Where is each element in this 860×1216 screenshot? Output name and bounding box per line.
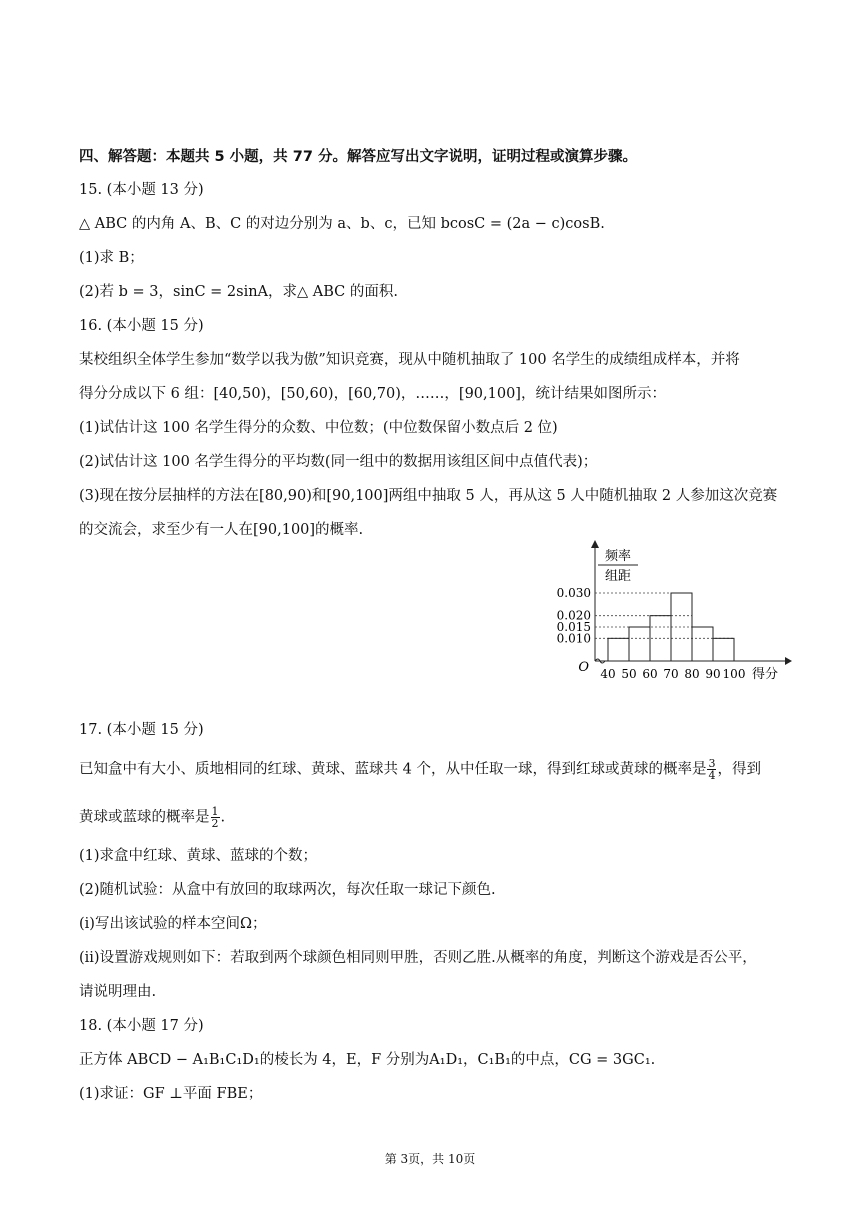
- fraction-one-half: [211, 806, 220, 829]
- q17-part1: (1)求盒中红球、黄球、蓝球的个数；: [79, 848, 318, 864]
- q17-title: 17. (本小题 15 分): [79, 722, 204, 738]
- q17-stem-line2: [79, 806, 225, 829]
- q17-stem1-tail: ，得到: [717, 761, 761, 778]
- y-tick-label: 0.030: [556, 586, 591, 600]
- q17-part2-i: (i)写出该试验的样本空间Ω；: [79, 916, 267, 932]
- x-tick-label: 50: [621, 667, 637, 681]
- q15-title: 15. (本小题 13 分): [79, 182, 204, 198]
- x-axis-label: 得分: [751, 667, 779, 682]
- fraction-denominator: 2: [211, 817, 219, 830]
- x-tick-label: 40: [600, 667, 616, 681]
- page-footer: 第 3页，共 10页: [384, 1152, 476, 1166]
- q17-stem2-text: 黄球或蓝球的概率是: [79, 809, 210, 826]
- histogram-bar: [713, 638, 734, 661]
- histogram-bar: [629, 627, 650, 661]
- q17-stem-line1: [79, 758, 761, 781]
- y-axis-arrow: [591, 540, 599, 548]
- fraction-three-quarters: [707, 758, 716, 781]
- origin-label: O: [578, 660, 589, 675]
- q17-part2-ii-line2: 请说明理由.: [79, 984, 157, 1000]
- q18-part1: (1)求证：GF ⊥平面 FBE；: [79, 1086, 263, 1102]
- q16-part3-line2: 的交流会，求至少有一人在[90,100]的概率.: [79, 522, 364, 538]
- x-tick-label: 60: [642, 667, 658, 681]
- x-tick-label: 70: [663, 667, 679, 681]
- y-tick-label: 0.010: [556, 631, 591, 646]
- q17-part2: (2)随机试验：从盒中有放回的取球两次，每次任取一球记下颜色.: [79, 882, 496, 898]
- y-tick-label: 0.020: [556, 608, 591, 623]
- q15-stem: △ ABC 的内角 A、B、C 的对边分别为 a、b、c，已知 bcosC = (2a − c)cosB.: [79, 216, 605, 232]
- section-header: 四、解答题：本题共 5 小题，共 77 分。解答应写出文字说明，证明过程或演算步骤。: [79, 149, 637, 165]
- fraction-numerator: 1: [211, 805, 219, 818]
- histogram-bar: [692, 627, 713, 661]
- q17-stem1-text: 已知盒中有大小、质地相同的红球、黄球、蓝球共 4 个，从中任取一球，得到红球或黄球的概率是: [79, 761, 707, 778]
- q16-part2: (2)试估计这 100 名学生得分的平均数(同一组中的数据用该组区间中点值代表)；: [79, 454, 598, 470]
- fraction-numerator: 3: [708, 757, 716, 770]
- q15-part1: (1)求 B；: [79, 250, 144, 266]
- q18-stem: 正方体 ABCD − A₁B₁C₁D₁的棱长为 4，E，F 分别为A₁D₁，C₁B₁的中点，CG = 3GC₁.: [79, 1052, 656, 1068]
- q16-stem-line1: 某校组织全体学生参加“数学以我为傲”知识竞赛，现从中随机抽取了 100 名学生的成绩组成样本，并将: [79, 352, 740, 368]
- fraction-denominator: 4: [708, 769, 716, 782]
- x-tick-label: 80: [684, 667, 700, 681]
- x-axis-arrow: [785, 657, 792, 665]
- q16-stem-line2: 得分分成以下 6 组：[40,50)，[50,60)，[60,70)，……，[90,100]，统计结果如图所示：: [79, 386, 666, 402]
- q16-part3-line1: (3)现在按分层抽样的方法在[80,90)和[90,100]两组中抽取 5 人，再从这 5 人中随机抽取 2 人参加这次竞赛: [79, 488, 778, 504]
- y-axis-label-top: 频率: [604, 549, 632, 564]
- q16-part1: (1)试估计这 100 名学生得分的众数、中位数；(中位数保留小数点后 2 位): [79, 420, 558, 436]
- q16-title: 16. (本小题 15 分): [79, 318, 204, 334]
- y-axis-label-bottom: 组距: [604, 569, 632, 584]
- q18-title: 18. (本小题 17 分): [79, 1018, 204, 1034]
- histogram-bar: [608, 638, 629, 661]
- x-tick-label: 100: [722, 667, 746, 681]
- frequency-histogram: [540, 538, 800, 688]
- q17-stem2-tail: .: [220, 809, 226, 826]
- q17-part2-ii-line1: (ii)设置游戏规则如下：若取到两个球颜色相同则甲胜，否则乙胜.从概率的角度，判断这个游戏是否公平，: [79, 950, 757, 966]
- y-tick-label: 0.015: [556, 620, 591, 634]
- x-tick-label: 90: [705, 667, 721, 681]
- q15-part2: (2)若 b = 3，sinC = 2sinA，求△ ABC 的面积.: [79, 284, 398, 300]
